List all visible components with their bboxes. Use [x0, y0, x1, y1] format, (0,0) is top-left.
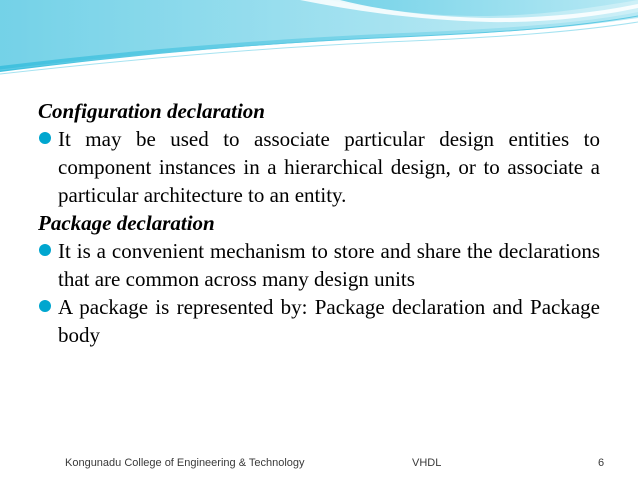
- footer-institution: Kongunadu College of Engineering & Technology: [65, 457, 305, 469]
- slide-content: [38, 97, 600, 349]
- section-heading-configuration: Configuration declaration: [38, 99, 265, 123]
- header-wave-decoration: [0, 0, 638, 80]
- bullet-package-2: [38, 293, 600, 349]
- bullet-text: It is a convenient mechanism to store and share the declarations that are common across many design units: [58, 239, 600, 291]
- bullet-dot-icon: [39, 244, 51, 256]
- bullet-dot-icon: [39, 300, 51, 312]
- bullet-package-1: [38, 237, 600, 293]
- bullet-text: A package is represented by: Package declaration and Package body: [58, 295, 600, 347]
- bullet-dot-icon: [39, 132, 51, 144]
- slide-footer: [0, 457, 638, 473]
- section-heading-package: Package declaration: [38, 211, 215, 235]
- bullet-configuration-1: [38, 125, 600, 209]
- footer-page-number: 6: [598, 457, 605, 469]
- footer-subject: VHDL: [412, 457, 442, 469]
- bullet-text: It may be used to associate particular design entities to component instances in a hierarchical design, or to associate a particular architecture to an entity.: [58, 127, 600, 207]
